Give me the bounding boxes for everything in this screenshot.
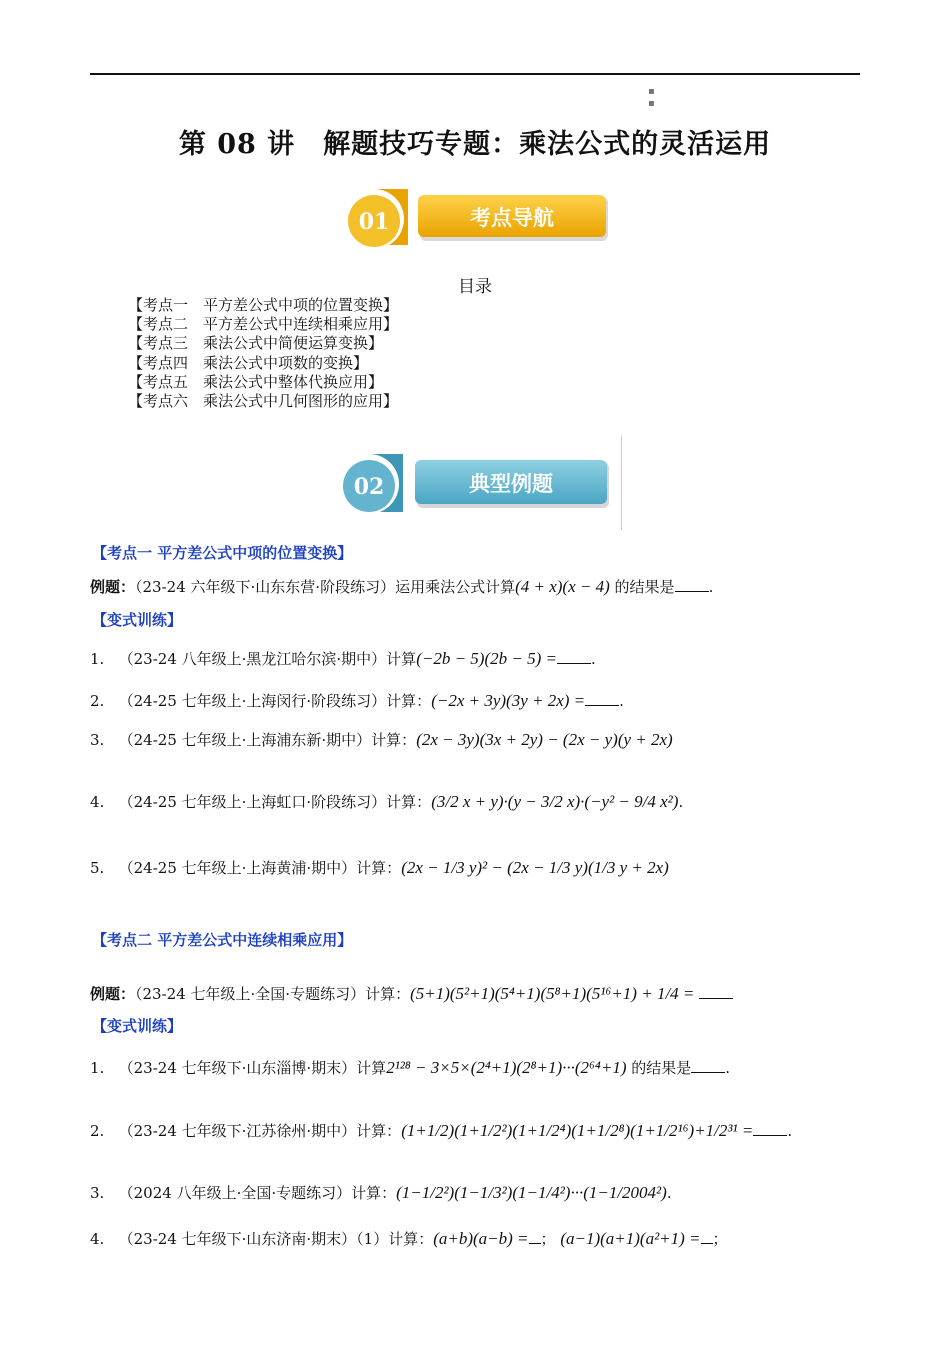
question-item: 3. （2024 八年级上·全国·专题练习）计算：(1−1/2²)(1−1/3²)(1−1/4²)···(1−1/2004²). xyxy=(90,1183,672,1202)
formula: (2x − 1/3 y)² − (2x − 1/3 y)(1/3 y + 2x) xyxy=(401,858,669,877)
toc-item[interactable]: 【考点二 平方差公式中连续相乘应用】 xyxy=(128,315,399,334)
section2-example: 例题：（23-24 七年级上·全国·专题练习）计算：(5+1)(5²+1)(5⁴+1)(5⁸+1)(5¹⁶+1) + 1/4 = xyxy=(90,983,733,1004)
banner1-label: 考点导航 xyxy=(470,206,554,230)
formula: (1−1/2²)(1−1/3²)(1−1/4²)···(1−1/2004²) xyxy=(396,1183,667,1202)
question-item: 5. （24-25 七年级上·上海黄浦·期中）计算：(2x − 1/3 y)² − (2x − 1/3 y)(1/3 y + 2x) xyxy=(90,858,669,877)
toc-item[interactable]: 【考点三 乘法公式中简便运算变换】 xyxy=(128,334,384,353)
table-of-contents xyxy=(128,296,398,411)
question-item: 2. （24-25 七年级上·上海闵行·阶段练习）计算：(−2x + 3y)(3y + 2x) = . xyxy=(90,691,624,710)
section1-example: 例题：（23-24 六年级下·山东东营·阶段练习）运用乘法公式计算(4 + x)(x − 4) 的结果是 . xyxy=(90,577,714,596)
formula: (2x − 3y)(3x + 2y) − (2x − y)(y + 2x) xyxy=(416,730,673,749)
toc-item[interactable]: 【考点五 乘法公式中整体代换应用】 xyxy=(128,372,384,391)
banner-dianxing-liti xyxy=(333,448,613,520)
banner2-label: 典型例题 xyxy=(469,472,553,496)
question-item: 3. （24-25 七年级上·上海浦东新·期中）计算：(2x − 3y)(3x + 2y) − (2x − y)(y + 2x) xyxy=(90,730,673,749)
toc-item[interactable]: 【考点一 平方差公式中项的位置变换】 xyxy=(128,296,399,314)
formula: 2¹²⁸ − 3×5×(2⁴+1)(2⁸+1)···(2⁶⁴+1) xyxy=(386,1058,627,1077)
question-item: 1. （23-24 七年级下·山东淄博·期末）计算2¹²⁸ − 3×5×(2⁴+1)(2⁸+1)···(2⁶⁴+1) 的结果是 . xyxy=(90,1058,731,1077)
formula: (1+1/2)(1+1/2²)(1+1/2⁴)(1+1/2⁸)(1+1/2¹⁶)+1/2³¹ = xyxy=(401,1121,754,1140)
section2-practice-heading: 【变式训练】 xyxy=(92,1017,183,1035)
toc-item[interactable]: 【考点六 乘法公式中几何图形的应用】 xyxy=(128,392,399,411)
toc-item[interactable]: 【考点四 乘法公式中项数的变换】 xyxy=(128,353,369,372)
header-rule xyxy=(90,73,860,75)
section2-heading: 【考点二 平方差公式中连续相乘应用】 xyxy=(92,931,353,949)
question-item: 4. （24-25 七年级上·上海虹口·阶段练习）计算：(3/2 x + y)·(y − 3/2 x)·(−y² − 9/4 x²). xyxy=(90,792,684,811)
section1-practice-heading: 【变式训练】 xyxy=(92,611,183,629)
decorative-dots: ▪ ▪ xyxy=(648,86,655,109)
divider xyxy=(621,436,622,530)
formula: (4 + x)(x − 4) xyxy=(515,577,610,596)
section1-heading: 【考点一 平方差公式中项的位置变换】 xyxy=(92,544,353,562)
banner1-number: 01 xyxy=(358,209,390,235)
question-item: 1. （23-24 八年级上·黑龙江哈尔滨·期中）计算(−2b − 5)(2b − 5) = . xyxy=(90,649,596,668)
formula: (3/2 x + y)·(y − 3/2 x)·(−y² − 9/4 x²) xyxy=(431,792,679,811)
banner-kaodian-daohang xyxy=(338,185,612,257)
toc-title: 目录 xyxy=(458,277,492,297)
question-item: 2. （23-24 七年级下·江苏徐州·期中）计算：(1+1/2)(1+1/2²)(1+1/2⁴)(1+1/2⁸)(1+1/2¹⁶)+1/2³¹ = . xyxy=(90,1121,793,1140)
question-item: 4. （23-24 七年级下·山东济南·期末）（1）计算：(a+b)(a−b) = ； (a−1)(a+1)(a²+1) = ； xyxy=(90,1229,728,1248)
formula: (a+b)(a−b) = xyxy=(433,1229,529,1248)
page-title: 第 08 讲 解题技巧专题：乘法公式的灵活运用 xyxy=(178,129,772,160)
banner2-number: 02 xyxy=(353,474,385,500)
formula: (5+1)(5²+1)(5⁴+1)(5⁸+1)(5¹⁶+1) + 1/4 = xyxy=(410,984,695,1003)
formula: (−2x + 3y)(3y + 2x) = xyxy=(431,691,586,710)
formula: (a−1)(a+1)(a²+1) = xyxy=(560,1229,701,1248)
formula: (−2b − 5)(2b − 5) = xyxy=(416,649,557,668)
